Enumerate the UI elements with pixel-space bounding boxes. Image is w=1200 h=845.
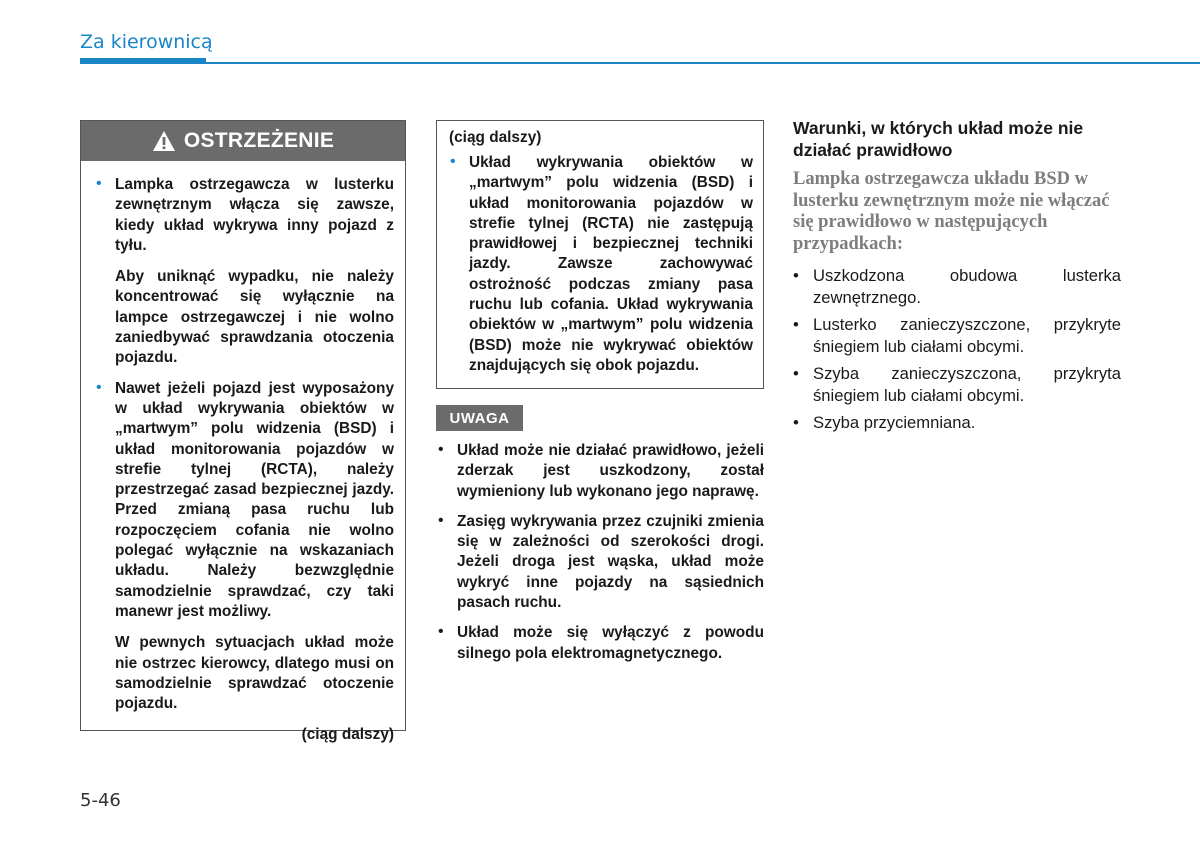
warning-body — [81, 161, 405, 744]
warning-header — [81, 121, 405, 161]
notice-item-text: • Układ może nie działać prawidłowo, jeżeli zderzak jest uszkodzony, został wymieniony lub wykonano jego naprawę. — [457, 442, 764, 500]
list-item: • Lusterko zanieczyszczone, przykryte śniegiem lub ciałami obcymi. — [793, 314, 1121, 358]
warning-item-note: W pewnych sytuacjach układ może nie ostrzec kierowcy, dlatego musi on samodzielnie sprawdzać otoczenie pojazdu. — [115, 634, 394, 713]
conditions-subtitle: Lampka ostrzegawcza układu BSD w lusterku zewnętrznym może nie włączać się prawidłowo w następujących przypadkach: — [793, 169, 1110, 254]
page-number: 5-46 — [80, 790, 121, 811]
list-item — [95, 379, 394, 715]
list-item — [437, 441, 764, 502]
warning-item-text: • Nawet jeżeli pojazd jest wyposażony w układ wykrywania obiektów w „martwym” polu widzenia (BSD) i układ monitorowania pojazdów w strefie tylnej (RCTA), należy przestrzegać zasad bezpiecznej jazdy. Przed zmianą pasa ruchu lub rozpoczęciem cofania nie wolno polegać wyłącznie na wskazaniach układu. Należy bezwzględnie samodzielnie sprawdzać, czy taki manewr jest możliwy. — [115, 379, 394, 620]
warning-title: OSTRZEŻENIE — [183, 129, 335, 152]
conditions-section — [793, 117, 1121, 439]
list-item: • Szyba zanieczyszczona, przykryta śniegiem lub ciałami obcymi. — [793, 363, 1121, 407]
conditions-list — [793, 265, 1121, 434]
list-item: • Uszkodzona obudowa lusterka zewnętrznego. — [793, 265, 1121, 309]
header-rule — [80, 62, 1200, 64]
conditions-title: Warunki, w których układ może nie działać prawidłowo — [793, 118, 1084, 160]
notice-list — [437, 441, 764, 664]
continued-label: (ciąg dalszy) — [301, 726, 394, 744]
list-item — [437, 623, 764, 664]
continued-item-text: • Układ wykrywania obiektów w „martwym” polu widzenia (BSD) i układ monitorowania pojazdów w strefie tylnej (RCTA) nie zastępują prawidłowej i bezpiecznej techniki jazdy. Zawsze zachowywać ostrożność podczas zmiany pasa ruchu lub cofania. Układ wykrywania obiektów w „martwym” polu widzenia (BSD) może nie wykrywać obiektów znajdujących się obok pojazdu. — [469, 154, 753, 374]
warning-triangle-icon — [152, 130, 176, 152]
list-item — [95, 175, 394, 369]
warning-box — [80, 120, 406, 744]
warning-item-note: Aby uniknąć wypadku, nie należy koncentrować się wyłącznie na lampce ostrzegawczej i nie wolno zaniedbywać sprawdzania otoczenia pojazdu. — [115, 268, 394, 367]
section-title: Za kierownicą — [80, 31, 213, 53]
continued-warning-box — [436, 120, 764, 389]
warning-item-text: • Lampka ostrzegawcza w lusterku zewnętrznym włącza się zawsze, kiedy układ wykrywa inny pojazd z tyłu. — [115, 176, 394, 254]
list-item — [449, 153, 753, 376]
list-item: • Szyba przyciemniana. — [793, 412, 1121, 434]
list-item — [437, 512, 764, 613]
notice-label: UWAGA — [436, 405, 523, 431]
continued-heading: (ciąg dalszy) — [449, 129, 542, 146]
warning-list — [95, 175, 394, 714]
notice-item-text: • Zasięg wykrywania przez czujniki zmienia się w zależności od szerokości drogi. Jeżeli droga jest wąska, układ może wykryć inne pojazdy na sąsiednich pasach ruchu. — [457, 512, 764, 612]
notice-item-text: • Układ może się wyłączyć z powodu silnego pola elektromagnetycznego. — [457, 624, 764, 662]
continued-list — [449, 153, 753, 376]
